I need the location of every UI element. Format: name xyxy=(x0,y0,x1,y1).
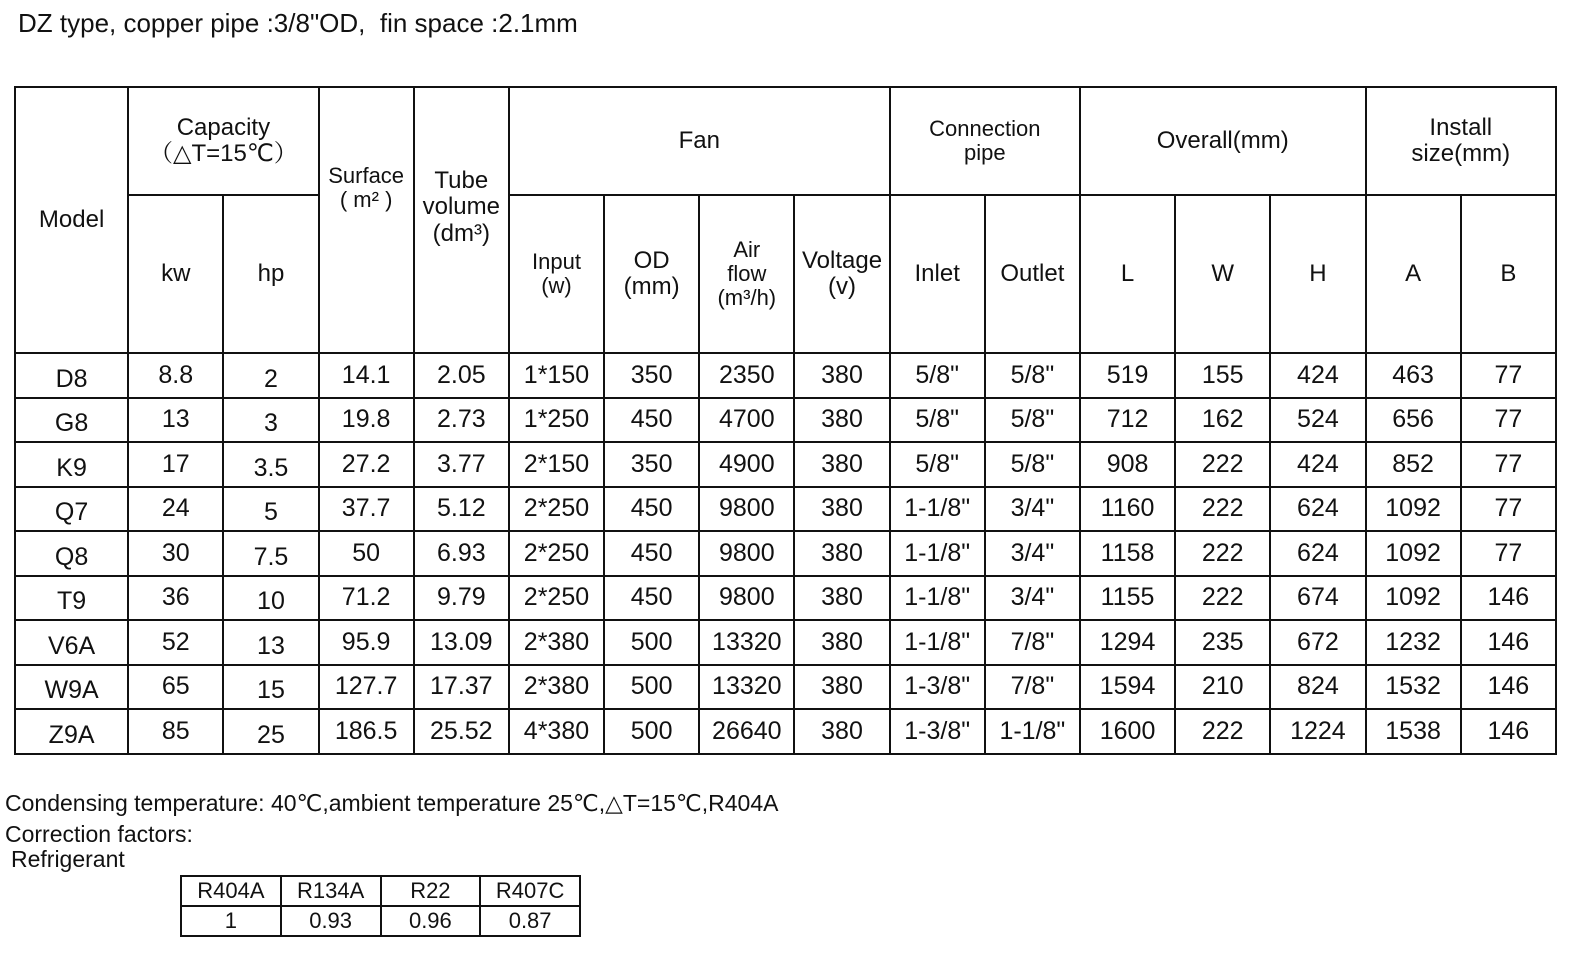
cell-kw: 8.8 xyxy=(128,353,223,398)
header-tube-volume: Tube volume (dm³) xyxy=(414,87,509,353)
cell-l: 712 xyxy=(1080,398,1175,443)
header-fan-od: OD (mm) xyxy=(604,195,699,353)
cell-w: 222 xyxy=(1175,576,1270,621)
cell-fan-od: 500 xyxy=(604,620,699,665)
cell-model: Q7 xyxy=(15,487,128,532)
table-row xyxy=(15,665,1556,710)
cell-fan-air-flow: 9800 xyxy=(699,531,794,576)
cell-fan-input: 2*250 xyxy=(509,487,604,532)
cell-a: 1092 xyxy=(1366,487,1461,532)
cell-model: W9A xyxy=(15,665,128,710)
correction-refrigerant: R407C xyxy=(480,876,580,906)
cell-model: Z9A xyxy=(15,709,128,754)
correction-factor: 0.96 xyxy=(381,906,481,936)
correction-factor: 1 xyxy=(181,906,281,936)
cell-fan-input: 4*380 xyxy=(509,709,604,754)
header-outlet: Outlet xyxy=(985,195,1080,353)
table-row xyxy=(15,620,1556,665)
refrigerant-label: Refrigerant xyxy=(11,846,125,872)
cell-b: 146 xyxy=(1461,665,1556,710)
cell-b: 77 xyxy=(1461,442,1556,487)
cell-surface: 27.2 xyxy=(319,442,414,487)
cell-fan-voltage: 380 xyxy=(794,487,889,532)
cell-surface: 127.7 xyxy=(319,665,414,710)
cell-fan-input: 2*150 xyxy=(509,442,604,487)
cell-model: D8 xyxy=(15,353,128,398)
cell-fan-voltage: 380 xyxy=(794,531,889,576)
cell-tube-volume: 17.37 xyxy=(414,665,509,710)
correction-table xyxy=(180,875,581,937)
cell-b: 146 xyxy=(1461,709,1556,754)
cell-a: 1092 xyxy=(1366,576,1461,621)
cell-hp: 3 xyxy=(223,398,318,443)
cell-l: 519 xyxy=(1080,353,1175,398)
cell-fan-input: 1*250 xyxy=(509,398,604,443)
cell-w: 222 xyxy=(1175,442,1270,487)
cell-tube-volume: 3.77 xyxy=(414,442,509,487)
table-row xyxy=(15,487,1556,532)
cell-l: 1600 xyxy=(1080,709,1175,754)
cell-hp: 15 xyxy=(223,665,318,710)
cell-b: 146 xyxy=(1461,620,1556,665)
header-hp: hp xyxy=(223,195,318,353)
table-row xyxy=(15,709,1556,754)
cell-fan-air-flow: 9800 xyxy=(699,576,794,621)
correction-factor: 0.93 xyxy=(281,906,381,936)
cell-w: 222 xyxy=(1175,709,1270,754)
cell-w: 210 xyxy=(1175,665,1270,710)
correction-refrigerant: R134A xyxy=(281,876,381,906)
cell-surface: 14.1 xyxy=(319,353,414,398)
cell-kw: 30 xyxy=(128,531,223,576)
cell-tube-volume: 13.09 xyxy=(414,620,509,665)
cell-model: V6A xyxy=(15,620,128,665)
cell-w: 222 xyxy=(1175,487,1270,532)
cell-fan-input: 2*250 xyxy=(509,531,604,576)
cell-tube-volume: 2.73 xyxy=(414,398,509,443)
cell-b: 77 xyxy=(1461,487,1556,532)
cell-l: 1594 xyxy=(1080,665,1175,710)
cell-kw: 24 xyxy=(128,487,223,532)
cell-a: 656 xyxy=(1366,398,1461,443)
cell-kw: 36 xyxy=(128,576,223,621)
cell-l: 1158 xyxy=(1080,531,1175,576)
cell-inlet: 5/8" xyxy=(890,442,985,487)
correction-refrigerant: R404A xyxy=(181,876,281,906)
cell-inlet: 1-3/8" xyxy=(890,665,985,710)
header-surface: Surface ( m² ) xyxy=(319,87,414,353)
spec-table-body xyxy=(15,353,1556,754)
cell-h: 424 xyxy=(1270,353,1365,398)
header-connection-pipe: Connection pipe xyxy=(890,87,1080,195)
cell-fan-voltage: 380 xyxy=(794,709,889,754)
header-b: B xyxy=(1461,195,1556,353)
header-h: H xyxy=(1270,195,1365,353)
correction-refrigerant: R22 xyxy=(381,876,481,906)
cell-fan-od: 500 xyxy=(604,665,699,710)
cell-h: 624 xyxy=(1270,531,1365,576)
cell-surface: 186.5 xyxy=(319,709,414,754)
cell-h: 1224 xyxy=(1270,709,1365,754)
cell-outlet: 3/4" xyxy=(985,576,1080,621)
table-row xyxy=(15,531,1556,576)
cell-model: K9 xyxy=(15,442,128,487)
cell-b: 77 xyxy=(1461,353,1556,398)
cell-fan-input: 1*150 xyxy=(509,353,604,398)
spec-table xyxy=(14,86,1557,755)
cell-fan-air-flow: 26640 xyxy=(699,709,794,754)
cell-tube-volume: 9.79 xyxy=(414,576,509,621)
cell-fan-input: 2*380 xyxy=(509,620,604,665)
header-fan: Fan xyxy=(509,87,890,195)
table-row xyxy=(15,353,1556,398)
correction-factors-label: Correction factors: xyxy=(5,821,193,847)
cell-hp: 7.5 xyxy=(223,531,318,576)
cell-fan-input: 2*380 xyxy=(509,665,604,710)
cell-fan-voltage: 380 xyxy=(794,665,889,710)
cell-h: 424 xyxy=(1270,442,1365,487)
cell-kw: 65 xyxy=(128,665,223,710)
cell-b: 146 xyxy=(1461,576,1556,621)
header-inlet: Inlet xyxy=(890,195,985,353)
cell-fan-air-flow: 9800 xyxy=(699,487,794,532)
cell-outlet: 5/8" xyxy=(985,398,1080,443)
cell-a: 852 xyxy=(1366,442,1461,487)
header-fan-voltage: Voltage (v) xyxy=(794,195,889,353)
cell-kw: 52 xyxy=(128,620,223,665)
header-a: A xyxy=(1366,195,1461,353)
cell-fan-air-flow: 2350 xyxy=(699,353,794,398)
cell-l: 908 xyxy=(1080,442,1175,487)
cell-w: 235 xyxy=(1175,620,1270,665)
cell-a: 1538 xyxy=(1366,709,1461,754)
cell-surface: 19.8 xyxy=(319,398,414,443)
cell-h: 524 xyxy=(1270,398,1365,443)
cell-outlet: 3/4" xyxy=(985,531,1080,576)
header-fan-air-flow: Air flow (m³/h) xyxy=(699,195,794,353)
cell-w: 162 xyxy=(1175,398,1270,443)
cell-hp: 2 xyxy=(223,353,318,398)
cell-model: T9 xyxy=(15,576,128,621)
header-fan-input: Input (w) xyxy=(509,195,604,353)
cell-inlet: 1-1/8" xyxy=(890,531,985,576)
cell-fan-air-flow: 13320 xyxy=(699,665,794,710)
cell-fan-voltage: 380 xyxy=(794,353,889,398)
cell-inlet: 1-1/8" xyxy=(890,487,985,532)
cell-a: 1092 xyxy=(1366,531,1461,576)
cell-kw: 85 xyxy=(128,709,223,754)
table-row xyxy=(15,576,1556,621)
cell-fan-air-flow: 13320 xyxy=(699,620,794,665)
cell-h: 824 xyxy=(1270,665,1365,710)
cell-surface: 71.2 xyxy=(319,576,414,621)
cell-hp: 13 xyxy=(223,620,318,665)
header-capacity: Capacity （△T=15℃） xyxy=(128,87,318,195)
header-kw: kw xyxy=(128,195,223,353)
notes xyxy=(5,788,778,850)
cell-a: 1232 xyxy=(1366,620,1461,665)
cell-outlet: 5/8" xyxy=(985,442,1080,487)
header-install-size: Install size(mm) xyxy=(1366,87,1556,195)
cell-h: 672 xyxy=(1270,620,1365,665)
cell-inlet: 1-1/8" xyxy=(890,576,985,621)
correction-factor: 0.87 xyxy=(480,906,580,936)
cell-h: 674 xyxy=(1270,576,1365,621)
cell-l: 1294 xyxy=(1080,620,1175,665)
correction-value-row xyxy=(181,906,580,936)
cell-model: G8 xyxy=(15,398,128,443)
cell-h: 624 xyxy=(1270,487,1365,532)
cell-surface: 50 xyxy=(319,531,414,576)
condensing-note: Condensing temperature: 40℃,ambient temperature 25℃,△T=15℃,R404A xyxy=(5,790,779,816)
cell-outlet: 1-1/8" xyxy=(985,709,1080,754)
cell-inlet: 1-3/8" xyxy=(890,709,985,754)
cell-fan-od: 450 xyxy=(604,487,699,532)
table-row xyxy=(15,398,1556,443)
cell-fan-voltage: 380 xyxy=(794,620,889,665)
cell-outlet: 7/8" xyxy=(985,620,1080,665)
cell-fan-od: 450 xyxy=(604,576,699,621)
cell-outlet: 7/8" xyxy=(985,665,1080,710)
header-w: W xyxy=(1175,195,1270,353)
cell-fan-od: 350 xyxy=(604,353,699,398)
cell-hp: 5 xyxy=(223,487,318,532)
cell-fan-od: 450 xyxy=(604,531,699,576)
header-model: Model xyxy=(15,87,128,353)
cell-fan-od: 450 xyxy=(604,398,699,443)
cell-l: 1155 xyxy=(1080,576,1175,621)
header-l: L xyxy=(1080,195,1175,353)
cell-fan-od: 350 xyxy=(604,442,699,487)
cell-b: 77 xyxy=(1461,531,1556,576)
cell-tube-volume: 2.05 xyxy=(414,353,509,398)
cell-w: 155 xyxy=(1175,353,1270,398)
cell-fan-voltage: 380 xyxy=(794,398,889,443)
cell-fan-input: 2*250 xyxy=(509,576,604,621)
cell-surface: 37.7 xyxy=(319,487,414,532)
header-overall: Overall(mm) xyxy=(1080,87,1366,195)
page-title: DZ type, copper pipe :3/8"OD, fin space :2.1mm xyxy=(18,8,578,38)
cell-tube-volume: 5.12 xyxy=(414,487,509,532)
cell-fan-od: 500 xyxy=(604,709,699,754)
correction-header-row xyxy=(181,876,580,906)
cell-fan-air-flow: 4700 xyxy=(699,398,794,443)
cell-inlet: 1-1/8" xyxy=(890,620,985,665)
cell-a: 1532 xyxy=(1366,665,1461,710)
cell-outlet: 5/8" xyxy=(985,353,1080,398)
cell-hp: 10 xyxy=(223,576,318,621)
cell-surface: 95.9 xyxy=(319,620,414,665)
cell-hp: 25 xyxy=(223,709,318,754)
cell-inlet: 5/8" xyxy=(890,353,985,398)
cell-b: 77 xyxy=(1461,398,1556,443)
cell-tube-volume: 6.93 xyxy=(414,531,509,576)
cell-inlet: 5/8" xyxy=(890,398,985,443)
cell-hp: 3.5 xyxy=(223,442,318,487)
cell-a: 463 xyxy=(1366,353,1461,398)
cell-kw: 17 xyxy=(128,442,223,487)
cell-model: Q8 xyxy=(15,531,128,576)
cell-kw: 13 xyxy=(128,398,223,443)
cell-fan-voltage: 380 xyxy=(794,576,889,621)
cell-fan-voltage: 380 xyxy=(794,442,889,487)
cell-tube-volume: 25.52 xyxy=(414,709,509,754)
cell-l: 1160 xyxy=(1080,487,1175,532)
cell-fan-air-flow: 4900 xyxy=(699,442,794,487)
table-row xyxy=(15,442,1556,487)
cell-w: 222 xyxy=(1175,531,1270,576)
cell-outlet: 3/4" xyxy=(985,487,1080,532)
